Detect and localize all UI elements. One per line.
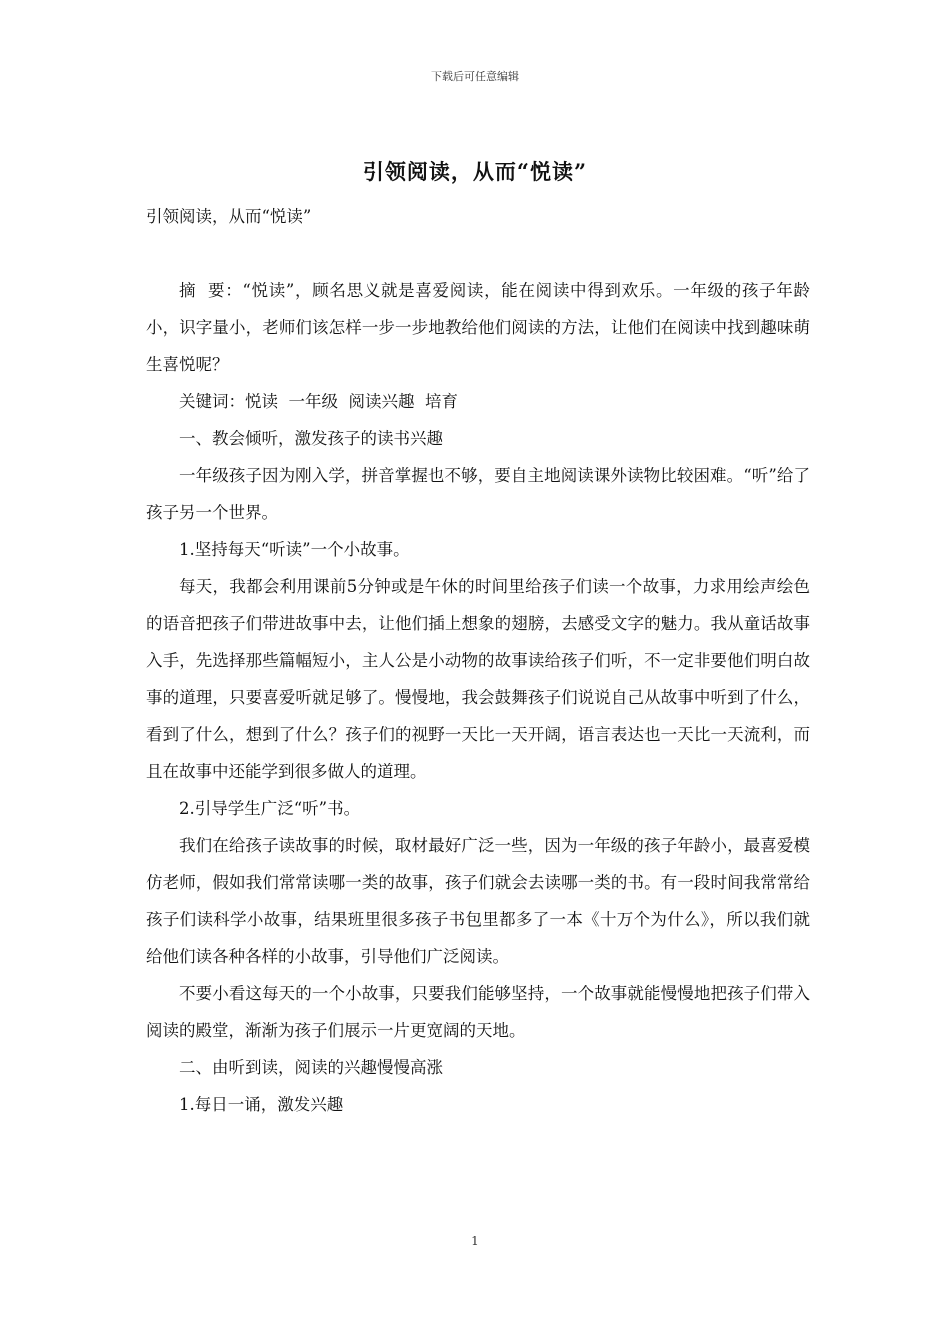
- list-item-heading: 2.引导学生广泛“听”书。: [179, 799, 361, 818]
- section-heading-1: 一、教会倾听，激发孩子的读书兴趣: [179, 429, 443, 448]
- paragraph: 不要小看这每天的一个小故事，只要我们能够坚持，一个故事就能慢慢地把孩子们带入阅读的殿堂，渐渐为孩子们展示一片更宽阔的天地。: [146, 984, 810, 1040]
- list-item-heading: 1.坚持每天“听读”一个小故事。: [179, 540, 410, 559]
- page-header-note: 下载后可任意编辑: [431, 70, 519, 83]
- paragraph: 一年级孩子因为刚入学，拼音掌握也不够，要自主地阅读课外读物比较困难。“听”给了孩子另一个世界。: [146, 466, 810, 522]
- section-heading-2: 二、由听到读，阅读的兴趣慢慢高涨: [179, 1058, 443, 1077]
- paragraph: 我们在给孩子读故事的时候，取材最好广泛一些，因为一年级的孩子年龄小，最喜爱模仿老师，假如我们常常读哪一类的故事，孩子们就会去读哪一类的书。有一段时间我常常给孩子们读科学小故事，结果班里很多孩子书包里都多了一本《十万个为什么》，所以我们就给他们读各种各样的小故事，引导他们广泛阅读。: [146, 836, 810, 966]
- document-title: 引领阅读，从而“悦读”: [362, 159, 588, 184]
- paragraph: 每天，我都会利用课前5分钟或是午休的时间里给孩子们读一个故事，力求用绘声绘色的语音把孩子们带进故事中去，让他们插上想象的翅膀，去感受文字的魅力。我从童话故事入手，先选择那些篇幅短小，主人公是小动物的故事读给孩子们听，不一定非要他们明白故事的道理，只要喜爱听就足够了。慢慢地，我会鼓舞孩子们说说自己从故事中听到了什么，看到了什么，想到了什么？孩子们的视野一天比一天开阔，语言表达也一天比一天流利，而且在故事中还能学到很多做人的道理。: [146, 577, 810, 781]
- subtitle: 引领阅读，从而“悦读”: [146, 207, 312, 226]
- keywords-line: 关键词：悦读 一年级 阅读兴趣 培育: [179, 392, 458, 411]
- page-number: 1: [471, 1234, 479, 1248]
- abstract-paragraph: 摘 要：“悦读”，顾名思义就是喜爱阅读，能在阅读中得到欢乐。一年级的孩子年龄小，识字量小，老师们该怎样一步一步地教给他们阅读的方法，让他们在阅读中找到趣味萌生喜悦呢？: [146, 281, 810, 374]
- blank-line: [146, 235, 810, 272]
- document-body: [146, 198, 810, 1123]
- list-item-heading: 1.每日一诵，激发兴趣: [179, 1095, 344, 1114]
